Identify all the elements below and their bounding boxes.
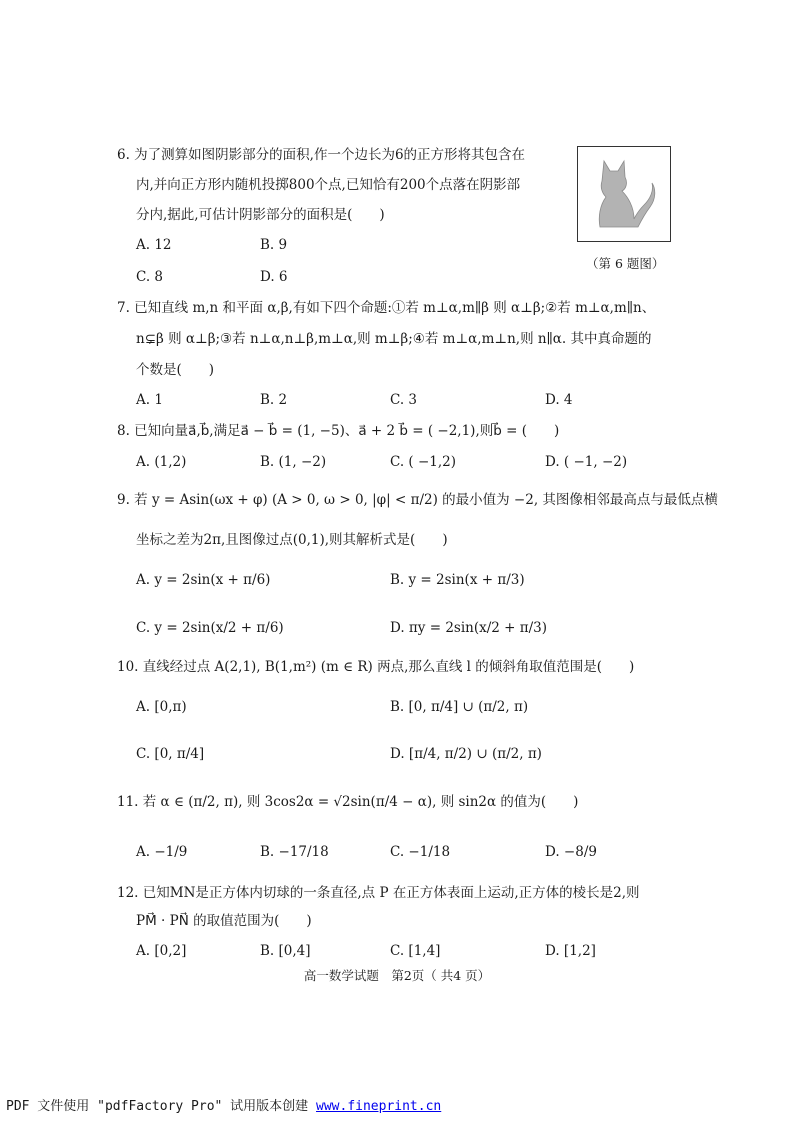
q12-option-b: B. [0,4] [260,943,311,959]
q7-line-1: 7. 已知直线 m,n 和平面 α,β,有如下四个命题:①若 m⊥α,m∥β 则 α⊥β;②若 m⊥α,m∥n、 [117,300,656,316]
q8-option-c: C. ( −1,2) [390,454,457,470]
q10-option-c: C. [0, π/4] [136,746,205,762]
fineprint-link[interactable]: www.fineprint.cn [316,1099,442,1114]
q7-line-2: n⊊β 则 α⊥β;③若 n⊥α,n⊥β,m⊥α,则 m⊥β;④若 m⊥α,m⊥n,则 n∥α. 其中真命题的 [136,331,652,347]
q12-option-a: A. [0,2] [136,943,187,959]
q6-figure [577,146,671,242]
q7-option-c: C. 3 [390,392,418,408]
q11-option-b: B. −17/18 [260,844,329,860]
q11-line-1: 11. 若 α ∈ (π/2, π), 则 3cos2α = √2sin(π/4 − α), 则 sin2α 的值为( ) [117,794,579,810]
q7-option-a: A. 1 [136,392,163,408]
q6-option-c: C. 8 [136,269,164,285]
q6-line-3: 分内,据此,可估计阴影部分的面积是( ) [136,207,385,223]
q6-option-a: A. 12 [136,237,172,253]
q8-line-1: 8. 已知向量a⃗,b⃗,满足a⃗ − b⃗ = (1, −5)、a⃗ + 2 b⃗ = ( −2,1),则b⃗ = ( ) [117,423,560,439]
q8-option-a: A. (1,2) [136,454,187,470]
q9-option-a: A. y = 2sin(x + π/6) [136,572,271,588]
q8-option-d: D. ( −1, −2) [545,454,628,470]
q7-option-d: D. 4 [545,392,573,408]
q10-option-d: D. [π/4, π/2) ∪ (π/2, π) [390,746,542,762]
q9-option-d: D. πy = 2sin(x/2 + π/3) [390,620,548,636]
q12-line-2: PM⃗ · PN⃗ 的取值范围为( ) [136,913,312,929]
q12-option-c: C. [1,4] [390,943,441,959]
q8-option-b: B. (1, −2) [260,454,327,470]
q6-option-b: B. 9 [260,237,288,253]
pdf-creator-note [6,1095,441,1114]
q9-line-1: 9. 若 y = Asin(ωx + φ) (A > 0, ω > 0, |φ| < π/2) 的最小值为 −2, 其图像相邻最高点与最低点横 [117,492,718,508]
q11-option-d: D. −8/9 [545,844,597,860]
q7-line-3: 个数是( ) [136,362,215,378]
q10-line-1: 10. 直线经过点 A(2,1), B(1,m²) (m ∈ R) 两点,那么直线 l 的倾斜角取值范围是( ) [117,659,635,675]
q11-option-c: C. −1/18 [390,844,451,860]
q6-line-2: 内,并向正方形内随机投掷800个点,已知恰有200个点落在阴影部 [136,177,521,193]
q6-option-d: D. 6 [260,269,288,285]
cat-silhouette-icon [578,147,670,241]
q7-option-b: B. 2 [260,392,288,408]
q12-line-1: 12. 已知MN是正方体内切球的一条直径,点 P 在正方体表面上运动,正方体的棱长是2,则 [117,885,640,901]
q12-option-d: D. [1,2] [545,943,596,959]
pdf-creator-text: PDF 文件使用 "pdfFactory Pro" 试用版本创建 [6,1099,317,1114]
page-footer: 高一数学试题 第2页（ 共4 页） [303,968,491,983]
q10-option-b: B. [0, π/4] ∪ (π/2, π) [390,699,529,715]
q10-option-a: A. [0,π) [136,699,187,715]
q9-option-c: C. y = 2sin(x/2 + π/6) [136,620,284,636]
q11-option-a: A. −1/9 [136,844,188,860]
q9-line-2: 坐标之差为2π,且图像过点(0,1),则其解析式是( ) [136,532,448,548]
q6-line-1: 6. 为了测算如图阴影部分的面积,作一个边长为6的正方形将其包含在 [117,147,526,163]
q6-figure-caption: （第 6 题图） [586,256,665,271]
q9-option-b: B. y = 2sin(x + π/3) [390,572,525,588]
